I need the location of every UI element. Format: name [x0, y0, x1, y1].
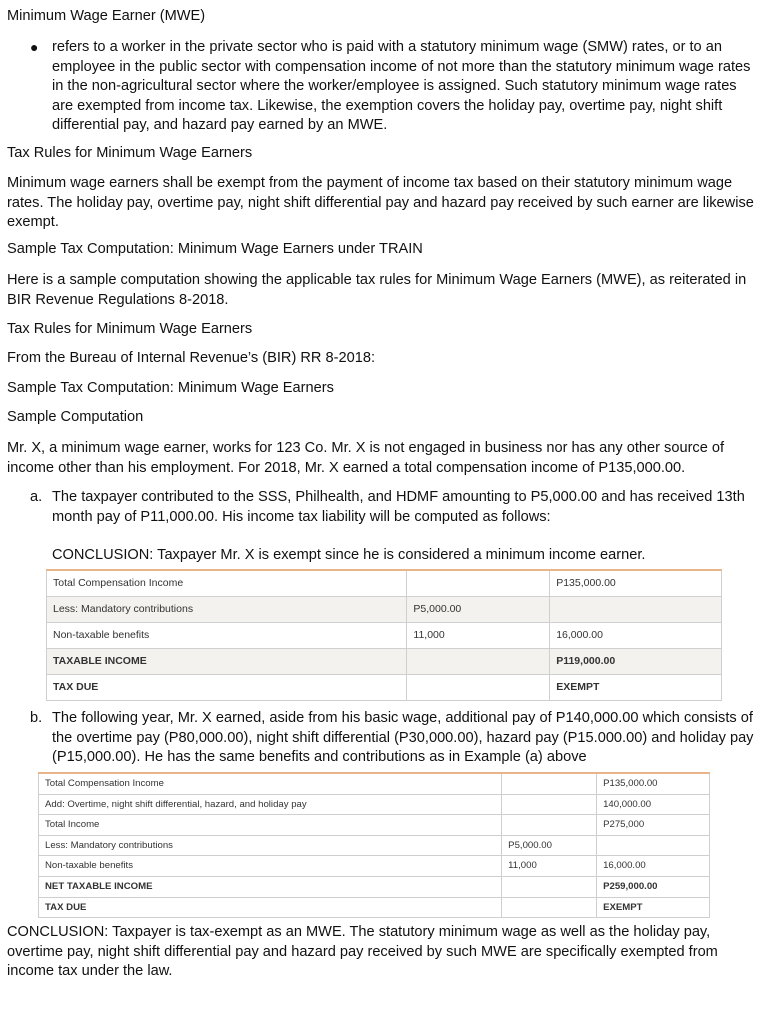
mwe-definition: refers to a worker in the private sector who is paid with a statutory minimum wage (SMW) rates, or to an employee in the public sector with compensation income of not more than the statutory minimum wage rates in the non-agricultural sector where the worker/employee is assigned. Such statutory minimum wage rates are exempted from income tax. Likewise, the exemption covers the holiday pay, overtime pay, night shift differential pay, and hazard pay earned by an MWE. [52, 39, 751, 133]
table-cell: NET TAXABLE INCOME [39, 876, 502, 897]
table-cell [550, 597, 722, 623]
table-row [39, 856, 710, 877]
table-cell: P135,000.00 [550, 570, 722, 597]
heading-sample: Sample Tax Computation: Minimum Wage Earners [7, 380, 334, 396]
table-cell: EXEMPT [597, 897, 710, 918]
item-b-marker: b. [30, 710, 43, 726]
table-row [39, 876, 710, 897]
heading-sample-train: Sample Tax Computation: Minimum Wage Earners under TRAIN [7, 241, 423, 257]
item-a-text: The taxpayer contributed to the SSS, Philhealth, and HDMF amounting to P5,000.00 and has received 13th month pay of P11,000.00. His income tax liability will be computed as follows: [52, 489, 745, 525]
table-row [47, 623, 722, 649]
para-exempt: Minimum wage earners shall be exempt from the payment of income tax based on their statutory minimum wage rates. The holiday pay, overtime pay, night shift differential pay and hazard pay received by such earner are likewise exempt. [7, 175, 754, 230]
table-cell [407, 675, 550, 701]
table-cell: Less: Mandatory contributions [47, 597, 407, 623]
table-cell: 16,000.00 [597, 856, 710, 877]
table-row [39, 794, 710, 815]
table-cell [597, 835, 710, 856]
table-row [47, 570, 722, 597]
table-row [47, 675, 722, 701]
table-cell: 11,000 [407, 623, 550, 649]
table-cell: EXEMPT [550, 675, 722, 701]
item-b-text: The following year, Mr. X earned, aside from his basic wage, additional pay of P140,000.00 which consists of the overtime pay (P80,000.00), night shift differential (P30,000.00), hazard pay (P15.000.00) and holiday pay (P15,000.00). He has the same benefits and contributions as in Example (a) above [52, 710, 754, 765]
table-cell: 11,000 [502, 856, 597, 877]
table-cell: Add: Overtime, night shift differential, hazard, and holiday pay [39, 794, 502, 815]
table-cell [502, 773, 597, 794]
table-row [39, 773, 710, 794]
table-cell [502, 897, 597, 918]
table-cell: Less: Mandatory contributions [39, 835, 502, 856]
table-cell: TAX DUE [47, 675, 407, 701]
heading-mwe: Minimum Wage Earner (MWE) [7, 8, 206, 24]
table-cell: Total Income [39, 815, 502, 836]
item-a-marker: a. [30, 489, 43, 505]
heading-computation: Sample Computation [7, 409, 144, 425]
conclusion-a: CONCLUSION: Taxpayer Mr. X is exempt since he is considered a minimum income earner. [52, 547, 646, 563]
table-cell: TAXABLE INCOME [47, 649, 407, 675]
table-cell [502, 794, 597, 815]
bullet-dot: ● [30, 39, 39, 55]
para-sample: Here is a sample computation showing the applicable tax rules for Minimum Wage Earners (MWE), as reiterated in BIR Revenue Regulations 8-2018. [7, 272, 747, 308]
table-cell: P5,000.00 [502, 835, 597, 856]
table-cell: P119,000.00 [550, 649, 722, 675]
table-cell: Non-taxable benefits [47, 623, 407, 649]
table-cell [407, 570, 550, 597]
table-cell: P5,000.00 [407, 597, 550, 623]
table-cell: Total Compensation Income [39, 773, 502, 794]
table-cell: Non-taxable benefits [39, 856, 502, 877]
table-row [39, 835, 710, 856]
table-cell: 16,000.00 [550, 623, 722, 649]
table-cell: Total Compensation Income [47, 570, 407, 597]
heading-tax-rules-2: Tax Rules for Minimum Wage Earners [7, 321, 253, 337]
table-row [39, 815, 710, 836]
table-example-b [38, 772, 710, 918]
table-cell: P275,000 [597, 815, 710, 836]
para-from-bir: From the Bureau of Internal Revenue’s (BIR) RR 8-2018: [7, 350, 375, 366]
table-cell [502, 815, 597, 836]
table-cell [407, 649, 550, 675]
heading-tax-rules: Tax Rules for Minimum Wage Earners [7, 145, 253, 161]
conclusion-b: CONCLUSION: Taxpayer is tax-exempt as an MWE. The statutory minimum wage as well as the holiday pay, overtime pay, night shift differential pay and hazard pay received by such MWE are specifically exempted from income tax under the law. [7, 924, 718, 979]
table-row [47, 597, 722, 623]
table-example-a [46, 569, 722, 701]
table-cell: P259,000.00 [597, 876, 710, 897]
table-row [47, 649, 722, 675]
table-cell [502, 876, 597, 897]
table-cell: 140,000.00 [597, 794, 710, 815]
table-cell: TAX DUE [39, 897, 502, 918]
para-mrx: Mr. X, a minimum wage earner, works for 123 Co. Mr. X is not engaged in business nor has any other source of income other than his employment. For 2018, Mr. X earned a total compensation income of P135,000.00. [7, 440, 725, 476]
table-row [39, 897, 710, 918]
table-cell: P135,000.00 [597, 773, 710, 794]
